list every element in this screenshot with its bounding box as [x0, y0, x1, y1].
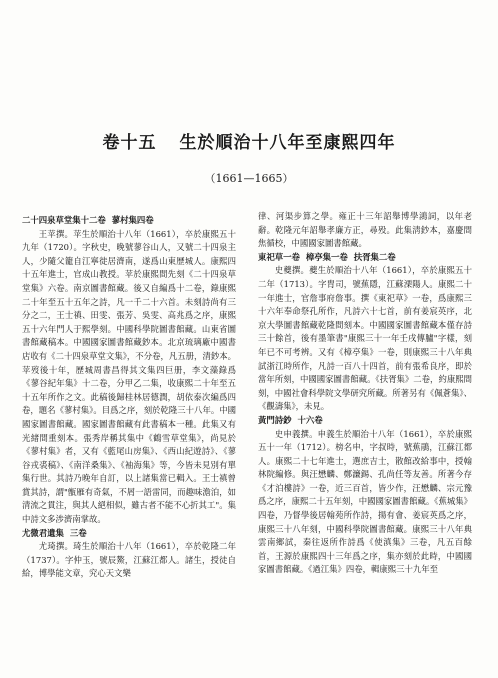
entry-continuation [258, 210, 472, 251]
left-column [22, 214, 236, 670]
book-volume: 十六卷 [297, 414, 323, 425]
entry-heading [22, 527, 236, 541]
book-volume: 三卷 [69, 527, 87, 538]
entry-text: 尤琦撰。琦生於順治十八年（1661），卒於乾隆二年（1737）。字仲玉，號辰鰲，江蘇江都人。諸生，授徒自給，博學能文章，究心天文樂 [22, 541, 236, 579]
entry-text: 史夔撰。夔生於順治十八年（1661），卒於康熙五十二年（1713）。字胄司，號蕉隱，江蘇溧陽人。康熙二十一年進士，官詹事府詹事。撰《東祀草》一卷，爲康熙三十六年奉命祭孔所作，凡詩六十七首，前有姜宸英序，北京大學圖書館藏乾隆間刻本。中國國家圖書館藏本僅存詩三十餘首，後有墨筆書"康熙三十一年壬戌傳臚"字樣，刻年已不可考辨。又有《樟亭集》一卷，則康熙三十八年典試浙江時所作，凡詩一百八十四首，前有張希良序，即於當年所刻，中國國家圖書館藏。《扶胥集》二卷，約康熙間刻，中國社會科學院文學研究所藏。所著另有《佩蒼集》、《觀濤集》，未見。 [258, 265, 472, 412]
entry-shi-kui [258, 251, 472, 414]
book-title: 樟亭集一卷 [305, 251, 348, 262]
entry-text: 王苹撰。苹生於順治十八年（1661），卒於康熙五十九年（1720）。字秋史，晚號蓼谷山人，又號二十四泉主人，少隨父籠自江寧徙居濟南，遂爲山東歷城人。康熙四十五年進士，官成山教授。苹於康熙間先刻《二十四泉草堂集》六卷。南京圖書館藏。後又自編爲十二卷，錄康熙二十年至五十五年之詩，凡一千二十六首。未刻詩尚有三分之二，王士禛、田雯、張芳、吳雯、高兆爲之序，康熙五十六年門人于熙學刻。中國科學院圖書館藏。山東省圖書館藏稿本。中國國家圖書館藏鈔本。北京琉璃廠中國書店收有《二十四泉草堂文集》，不分卷，凡五册，清鈔本。苹歿後十年，歷城周書昌得其文集四巨册，李文藻錄爲《蓼谷紀年集》十二卷，分甲乙二集，收康熙二十年至五十五年所作之文。此稿後歸桂林居德潤，胡依泰次編爲四卷，題名《蓼村集》。目爲之序，刻於乾隆三十八年。中國國家圖書館藏。國家圖書館藏有此書稿本一種。此集又有光緒間重刻本。張秀岸稱其集中《鶴雪草堂集》，尚見於《蓼村集》者，又有《藍尾山房集》、《西山紀遊詩》、《蓼谷戎裘稿》、《南洋桑集》、《袖海集》等，今皆未見別有單集行世。其詩乃晚年自訂，以上諸集當已輯入。王士禛曾賞其詩，謂"甑雁有奇氣，不屑一語雷同，而趣味澹泊，如清流之貫注，與其人絕相似，雖古者不能不心折其工"。集中詩文多涉濟南掌故。 [22, 228, 236, 525]
chapter-number: 卷十五 [102, 133, 157, 153]
book-title: 黃門詩鈔 [258, 414, 292, 425]
chapter-year-range: （1661—1665） [204, 172, 294, 185]
right-column [258, 210, 472, 670]
entry-text-continued: 律、河渠步算之學。雍正十三年詔舉博學鴻詞，以年老辭。乾隆元年詔舉孝廉方正，尋殁。此集淸鈔本，嘉慶間焦循校，中國國家圖書館藏。 [258, 211, 472, 249]
entry-you-qi [22, 527, 236, 581]
entry-heading [258, 414, 472, 428]
chapter-heading: 生於順治十八年至康熙四年 [179, 133, 396, 153]
book-title: 二十四泉草堂集十二卷 [22, 215, 106, 225]
book-title: 蓼村集四卷 [111, 215, 154, 225]
entry-text: 史申義撰。申義生於順治十八年（1661），卒於康熙五十一年（1712）。榜名申，字叔時，號蕉鵑，江蘇江都人。康熙二十七年進士，選庶吉士，散館改給事中，授翰林院編修。與汪懋麟、鄭濂錫、孔尚任等友善。所著今存《才泊樓詩》一卷，近三百首，皆少作，汪懋麟、宗元豫爲之序，康熙二十五年刻，中國國家圖書館藏。《蕉城集》四卷，乃督學後居翰苑所作詩，揚有會、姜宸英爲之序，康熙三十八年刻，中國科學院圖書館藏。康熙三十八年典雲南鄉試，秦往返所作詩爲《使滇集》三卷，凡五百餘首，王源於康熙四十三年爲之序，集亦刻於此時，中國國家圖書館藏。《過江集》四卷，輯康熙三十九年至 [258, 428, 472, 575]
entry-shi-shenyi [258, 414, 472, 577]
book-title: 尤微君遺集 [22, 527, 64, 538]
book-title: 東祀草一卷 [258, 251, 300, 262]
entry-heading [22, 214, 236, 228]
book-title: 扶胥集二卷 [353, 251, 396, 262]
chapter-title [0, 128, 498, 153]
entry-heading [258, 251, 472, 265]
entry-wang-ping [22, 214, 236, 527]
